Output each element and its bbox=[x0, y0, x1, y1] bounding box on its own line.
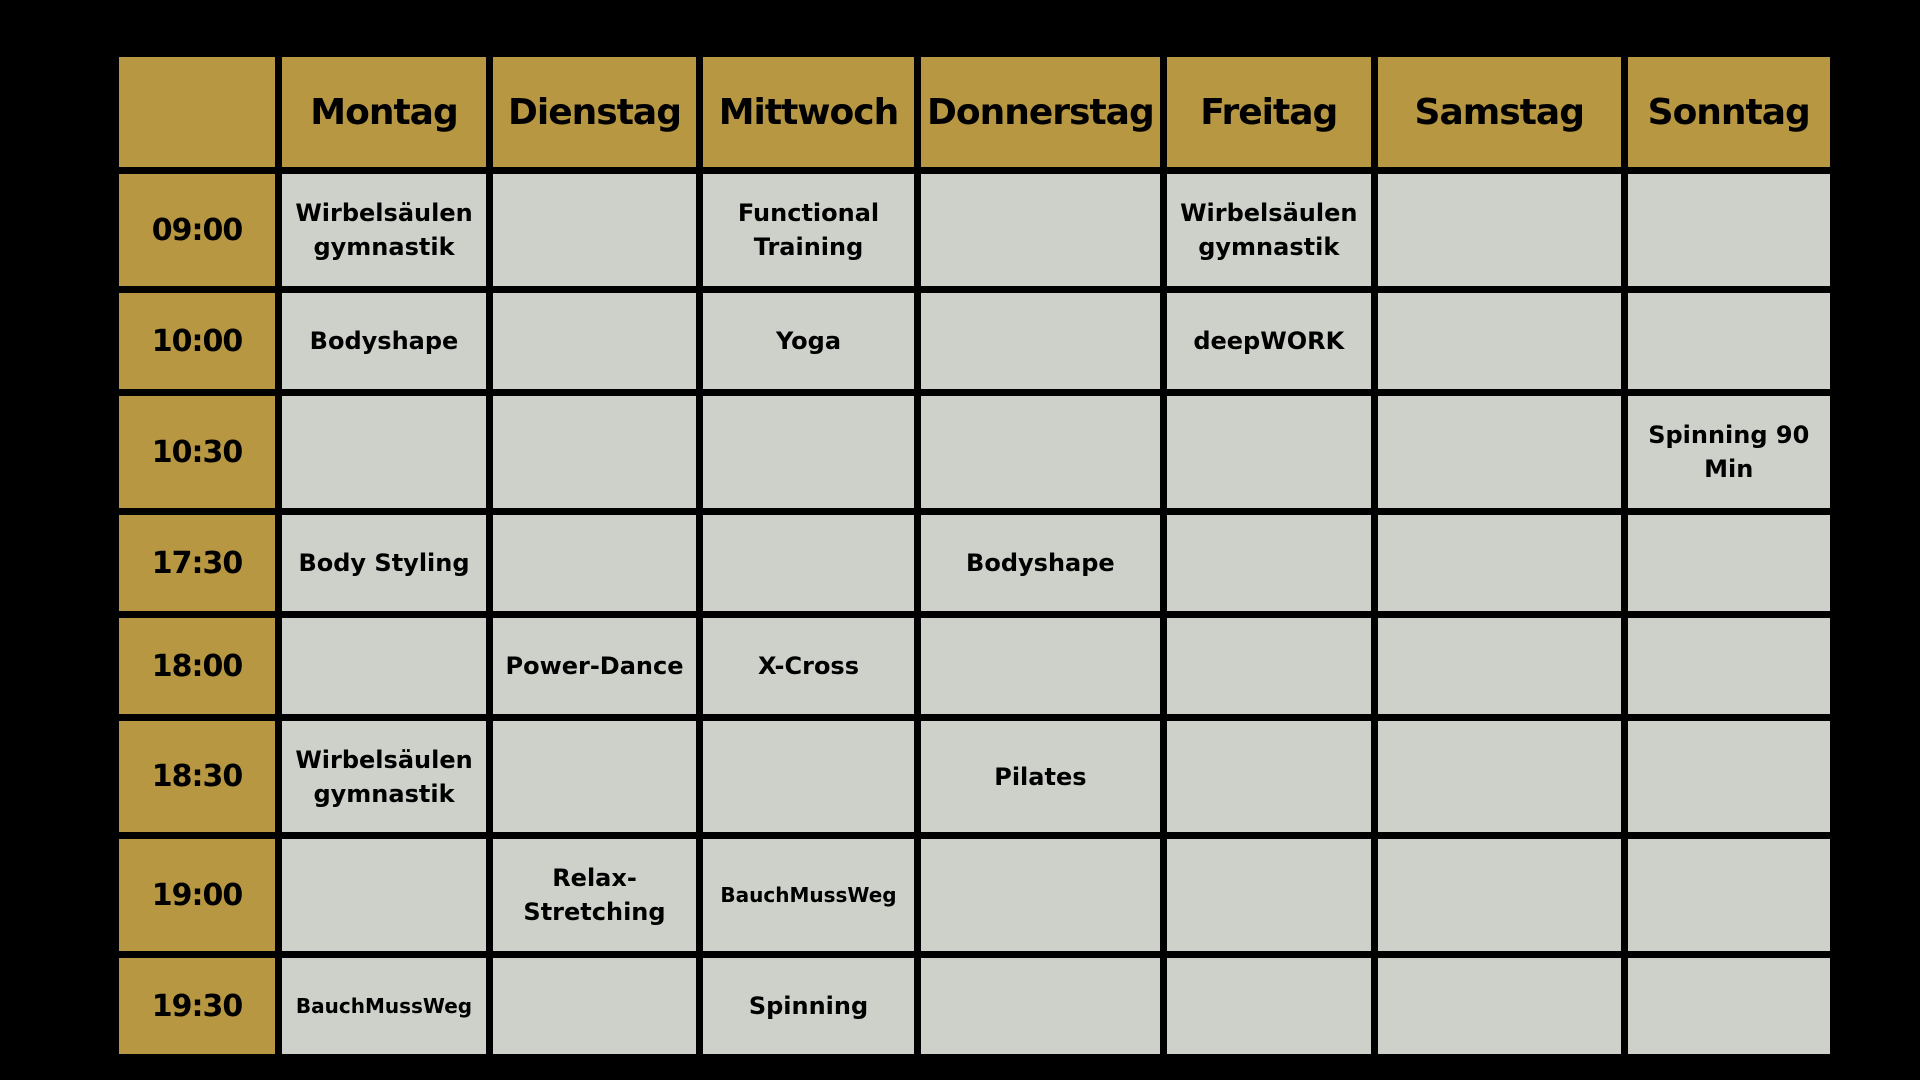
class-cell bbox=[703, 515, 914, 611]
class-cell: Power-Dance bbox=[493, 618, 696, 714]
class-cell bbox=[493, 293, 696, 389]
time-row bbox=[119, 515, 1830, 611]
day-header-mittwoch: Mittwoch bbox=[703, 57, 914, 167]
class-cell: deepWORK bbox=[1167, 293, 1371, 389]
class-cell: Wirbelsäulen gymnastik bbox=[282, 721, 486, 832]
class-cell bbox=[1378, 839, 1621, 951]
time-label: 10:30 bbox=[119, 396, 275, 508]
class-cell bbox=[703, 721, 914, 832]
class-cell bbox=[282, 839, 486, 951]
class-cell bbox=[493, 174, 696, 286]
day-header-freitag: Freitag bbox=[1167, 57, 1371, 167]
class-cell bbox=[921, 839, 1160, 951]
day-header-sonntag: Sonntag bbox=[1628, 57, 1830, 167]
time-row bbox=[119, 174, 1830, 286]
time-row bbox=[119, 396, 1830, 508]
day-header-montag: Montag bbox=[282, 57, 486, 167]
class-cell: Body Styling bbox=[282, 515, 486, 611]
class-cell bbox=[1378, 958, 1621, 1054]
day-header-donnerstag: Donnerstag bbox=[921, 57, 1160, 167]
day-header-samstag: Samstag bbox=[1378, 57, 1621, 167]
class-cell bbox=[1378, 721, 1621, 832]
time-row bbox=[119, 293, 1830, 389]
class-cell: Wirbelsäulen gymnastik bbox=[1167, 174, 1371, 286]
class-cell bbox=[1167, 515, 1371, 611]
class-cell bbox=[282, 396, 486, 508]
class-cell bbox=[1167, 396, 1371, 508]
class-cell bbox=[1378, 174, 1621, 286]
class-cell bbox=[1378, 618, 1621, 714]
class-cell: Functional Training bbox=[703, 174, 914, 286]
class-cell: BauchMussWeg bbox=[282, 958, 486, 1054]
class-cell bbox=[1378, 396, 1621, 508]
class-cell: Bodyshape bbox=[921, 515, 1160, 611]
class-cell bbox=[1378, 293, 1621, 389]
time-row bbox=[119, 839, 1830, 951]
class-cell bbox=[1628, 174, 1830, 286]
corner-cell bbox=[119, 57, 275, 167]
time-row bbox=[119, 958, 1830, 1054]
class-cell: Spinning 90 Min bbox=[1628, 396, 1830, 508]
class-cell bbox=[1167, 958, 1371, 1054]
time-label: 09:00 bbox=[119, 174, 275, 286]
time-label: 18:30 bbox=[119, 721, 275, 832]
class-cell bbox=[1628, 839, 1830, 951]
time-label: 18:00 bbox=[119, 618, 275, 714]
class-cell: Yoga bbox=[703, 293, 914, 389]
class-cell bbox=[493, 515, 696, 611]
time-label: 19:00 bbox=[119, 839, 275, 951]
time-label: 10:00 bbox=[119, 293, 275, 389]
class-cell bbox=[921, 396, 1160, 508]
class-cell bbox=[1628, 958, 1830, 1054]
class-cell bbox=[921, 958, 1160, 1054]
class-cell bbox=[1167, 721, 1371, 832]
class-cell bbox=[1628, 618, 1830, 714]
class-cell bbox=[1628, 293, 1830, 389]
class-cell bbox=[1628, 515, 1830, 611]
class-cell bbox=[282, 618, 486, 714]
class-cell bbox=[1378, 515, 1621, 611]
class-cell: X-Cross bbox=[703, 618, 914, 714]
class-cell bbox=[1167, 618, 1371, 714]
class-cell bbox=[921, 174, 1160, 286]
time-row bbox=[119, 721, 1830, 832]
class-cell bbox=[921, 293, 1160, 389]
class-cell bbox=[493, 396, 696, 508]
class-cell bbox=[921, 618, 1160, 714]
class-cell: Wirbelsäulen gymnastik bbox=[282, 174, 486, 286]
class-cell bbox=[493, 721, 696, 832]
class-cell: BauchMussWeg bbox=[703, 839, 914, 951]
class-cell bbox=[703, 396, 914, 508]
course-schedule-table bbox=[112, 50, 1837, 1061]
time-label: 17:30 bbox=[119, 515, 275, 611]
class-cell: Pilates bbox=[921, 721, 1160, 832]
class-cell bbox=[1167, 839, 1371, 951]
class-cell bbox=[1628, 721, 1830, 832]
header-row bbox=[119, 57, 1830, 167]
class-cell: Spinning bbox=[703, 958, 914, 1054]
day-header-dienstag: Dienstag bbox=[493, 57, 696, 167]
time-row bbox=[119, 618, 1830, 714]
class-cell: Relax-Stretching bbox=[493, 839, 696, 951]
class-cell: Bodyshape bbox=[282, 293, 486, 389]
time-label: 19:30 bbox=[119, 958, 275, 1054]
class-cell bbox=[493, 958, 696, 1054]
